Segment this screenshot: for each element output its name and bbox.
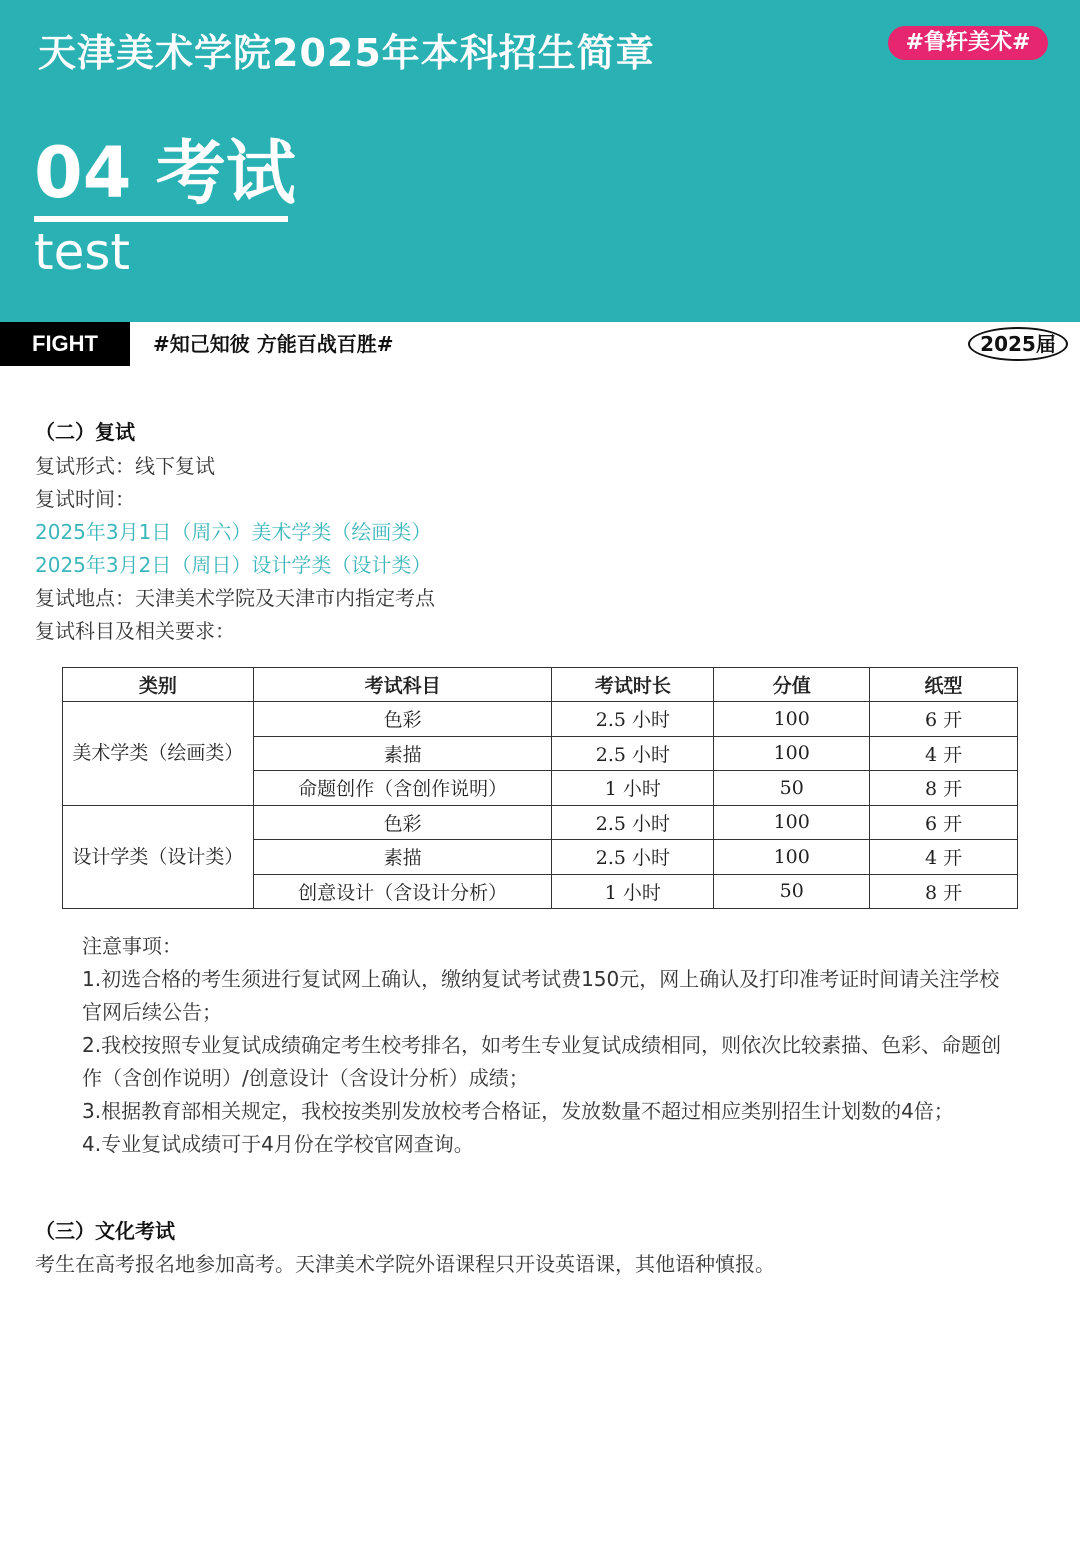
table-header-row [63, 668, 1018, 702]
table-cell: 创意设计（含设计分析） [253, 874, 552, 909]
notes-title: 注意事项： [82, 934, 182, 958]
note-item: 3.根据教育部相关规定，我校按类别发放校考合格证，发放数量不超过相应类别招生计划数的4倍； [82, 1099, 954, 1123]
table-cell: 8 开 [870, 874, 1018, 909]
table-cell: 2.5 小时 [552, 736, 714, 771]
category-cell: 设计学类（设计类） [63, 805, 254, 909]
retest-location: 复试地点：天津美术学院及天津市内指定考点 [35, 586, 435, 610]
table-header-cell: 考试时长 [552, 668, 714, 702]
category-cell: 美术学类（绘画类） [63, 702, 254, 806]
table-cell: 4 开 [870, 840, 1018, 875]
table-cell: 命题创作（含创作说明） [253, 771, 552, 806]
exam-table [62, 667, 1018, 909]
table-cell: 100 [714, 805, 870, 840]
table-row [63, 805, 1018, 840]
retest-date-2: 2025年3月2日（周日）设计学类（设计类） [35, 553, 432, 577]
table-cell: 50 [714, 771, 870, 806]
hashtag-badge: #鲁轩美术# [888, 26, 1048, 60]
slogan-text: #知己知彼 方能百战百胜# [153, 332, 394, 356]
table-cell: 色彩 [253, 805, 552, 840]
table-cell: 色彩 [253, 702, 552, 737]
section-title: 04 考试 [34, 132, 296, 214]
culture-heading: （三）文化考试 [35, 1219, 175, 1243]
table-cell: 1 小时 [552, 771, 714, 806]
table-cell: 6 开 [870, 702, 1018, 737]
table-row [63, 702, 1018, 737]
retest-date-1: 2025年3月1日（周六）美术学类（绘画类） [35, 520, 432, 544]
table-cell: 2.5 小时 [552, 702, 714, 737]
table-cell: 100 [714, 736, 870, 771]
table-header-cell: 分值 [714, 668, 870, 702]
table-cell: 1 小时 [552, 874, 714, 909]
table-cell: 素描 [253, 736, 552, 771]
table-cell: 8 开 [870, 771, 1018, 806]
note-item: 1.初选合格的考生须进行复试网上确认，缴纳复试考试费150元，网上确认及打印准考证时间请关注学校官网后续公告； [82, 967, 1000, 1024]
notes-section [82, 930, 1002, 1161]
table-cell: 素描 [253, 840, 552, 875]
table-cell: 2.5 小时 [552, 840, 714, 875]
note-item: 2.我校按照专业复试成绩确定考生校考排名，如考生专业复试成绩相同，则依次比较素描、色彩、命题创作（含创作说明）/创意设计（含设计分析）成绩； [82, 1033, 1002, 1090]
table-cell: 100 [714, 702, 870, 737]
table-cell: 100 [714, 840, 870, 875]
retest-time-label: 复试时间： [35, 487, 135, 511]
retest-heading: （二）复试 [35, 420, 135, 444]
table-cell: 4 开 [870, 736, 1018, 771]
retest-form: 复试形式：线下复试 [35, 454, 215, 478]
page-title: 天津美术学院2025年本科招生简章 [38, 31, 655, 75]
header-banner [0, 0, 1080, 322]
year-badge: 2025届 [968, 327, 1068, 361]
culture-text: 考生在高考报名地参加高考。天津美术学院外语课程只开设英语课，其他语种慎报。 [35, 1252, 775, 1276]
section-subtitle: test [34, 223, 131, 281]
table-header-cell: 纸型 [870, 668, 1018, 702]
table-header-cell: 类别 [63, 668, 254, 702]
retest-subjects-label: 复试科目及相关要求： [35, 619, 235, 643]
note-item: 4.专业复试成绩可于4月份在学校官网查询。 [82, 1132, 474, 1156]
slogan-bar [0, 322, 1080, 366]
fight-label: FIGHT [0, 322, 130, 366]
table-cell: 2.5 小时 [552, 805, 714, 840]
table-cell: 50 [714, 874, 870, 909]
table-header-cell: 考试科目 [253, 668, 552, 702]
table-cell: 6 开 [870, 805, 1018, 840]
